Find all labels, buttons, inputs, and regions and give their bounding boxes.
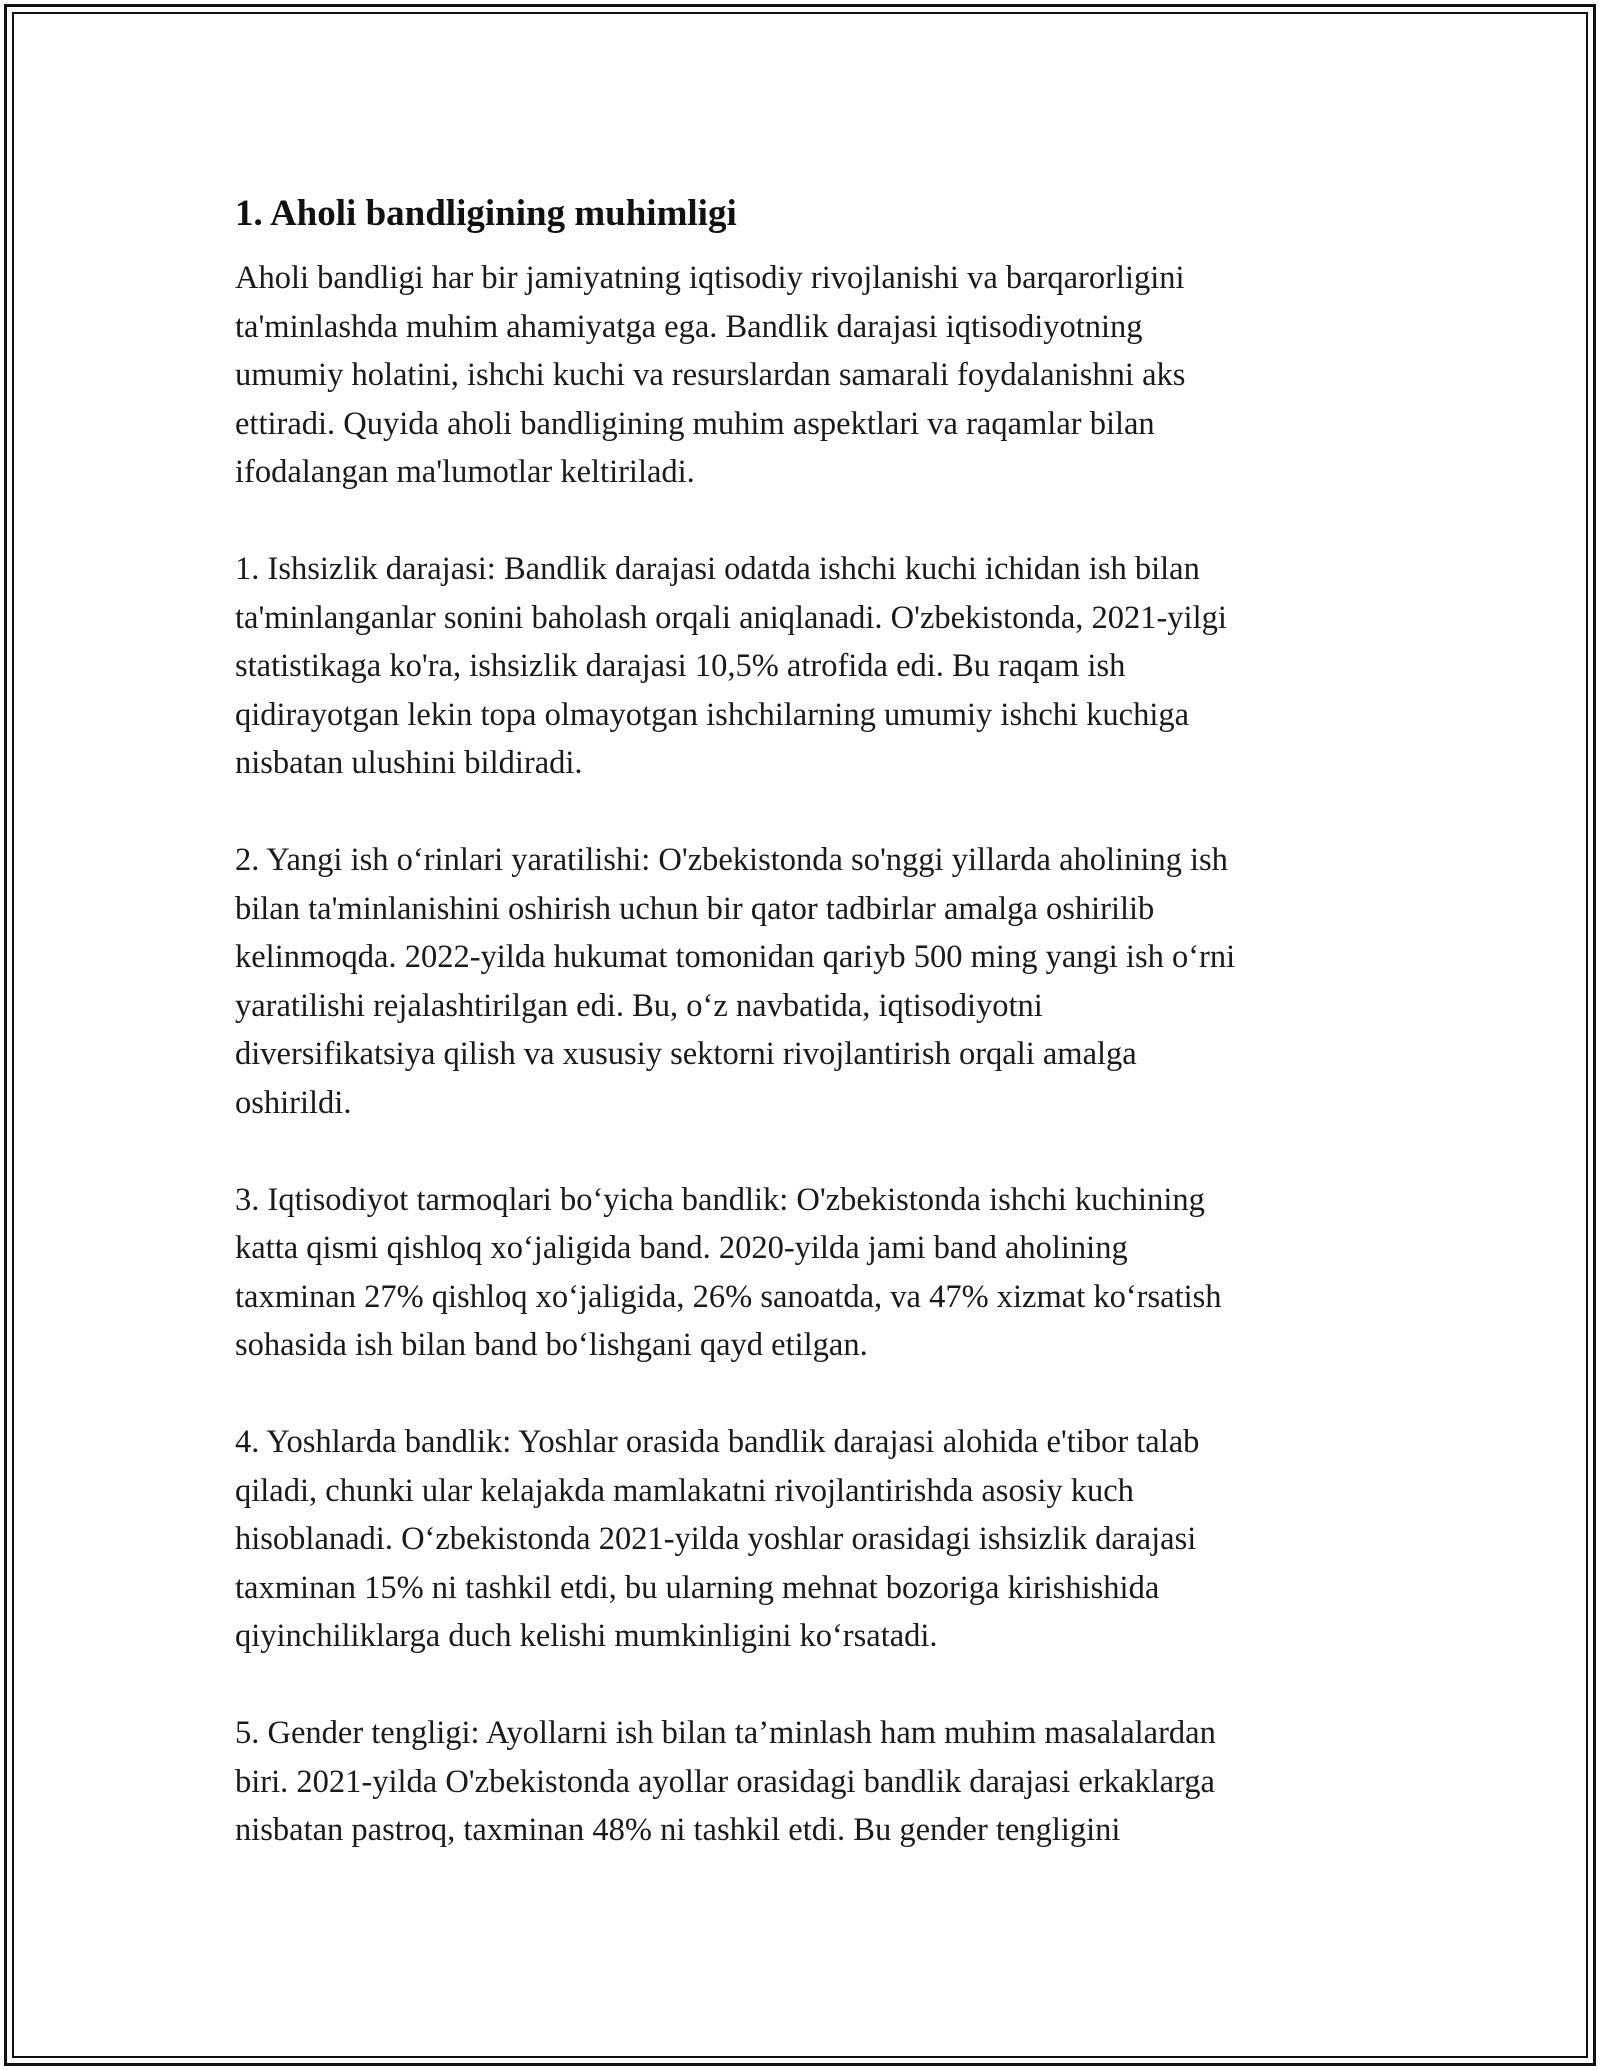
document-body	[235, 186, 1385, 1903]
paragraph-line: Aholi bandligi har bir jamiyatning iqtisodiy rivojlanishi va barqarorligini	[235, 260, 1185, 296]
paragraph-line: nisbatan pastroq, taxminan 48% ni tashkil etdi. Bu gender tengligini	[235, 1812, 1121, 1848]
paragraph-line: 5. Gender tengligi: Ayollarni ish bilan ta’minlash ham muhim masalalardan	[235, 1715, 1216, 1751]
paragraph-line: 4. Yoshlarda bandlik: Yoshlar orasida bandlik darajasi alohida e'tibor talab	[235, 1424, 1200, 1460]
paragraph-line: sohasida ish bilan band bo‘lishgani qayd etilgan.	[235, 1327, 868, 1363]
paragraph-line: katta qismi qishloq xo‘jaligida band. 2020-yilda jami band aholining	[235, 1230, 1128, 1266]
paragraph-line: taxminan 15% ni tashkil etdi, bu ularning mehnat bozoriga kirishishida	[235, 1569, 1160, 1606]
paragraph-line: kelinmoqda. 2022-yilda hukumat tomonidan qariyb 500 ming yangi ish o‘rni	[235, 939, 1236, 975]
paragraph-line: taxminan 27% qishloq xo‘jaligida, 26% sanoatda, va 47% xizmat ko‘rsatish	[235, 1278, 1222, 1315]
paragraph-line: ettiradi. Quyida aholi bandligining muhim aspektlari va raqamlar bilan	[235, 405, 1155, 442]
paragraph	[235, 1176, 1385, 1370]
paragraph-line: diversifikatsiya qilish va xususiy sektorni rivojlantirish orqali amalga	[235, 1036, 1137, 1072]
paragraph	[235, 545, 1385, 788]
paragraph-list	[235, 254, 1385, 1855]
paragraph-line: ifodalangan ma'lumotlar keltiriladi.	[235, 454, 695, 490]
paragraph-line: bilan ta'minlanishini oshirish uchun bir qator tadbirlar amalga oshirilib	[235, 890, 1155, 927]
paragraph-line: 1. Ishsizlik darajasi: Bandlik darajasi odatda ishchi kuchi ichidan ish bilan	[235, 551, 1200, 587]
paragraph-line: qiyinchiliklarga duch kelishi mumkinligini ko‘rsatadi.	[235, 1618, 938, 1654]
paragraph	[235, 1418, 1385, 1661]
paragraph-line: statistikaga ko'ra, ishsizlik darajasi 10,5% atrofida edi. Bu raqam ish	[235, 648, 1126, 684]
paragraph	[235, 836, 1385, 1127]
paragraph-line: biri. 2021-yilda O'zbekistonda ayollar orasidagi bandlik darajasi erkaklarga	[235, 1763, 1215, 1800]
paragraph-line: qiladi, chunki ular kelajakda mamlakatni rivojlantirishda asosiy kuch	[235, 1472, 1134, 1509]
paragraph-line: 3. Iqtisodiyot tarmoqlari bo‘yicha bandlik: O'zbekistonda ishchi kuchining	[235, 1181, 1205, 1218]
paragraph-line: hisoblanadi. O‘zbekistonda 2021-yilda yoshlar orasidagi ishsizlik darajasi	[235, 1521, 1197, 1557]
section-heading: 1. Aholi bandligining muhimligi	[235, 193, 737, 234]
paragraph-line: oshirildi.	[235, 1084, 352, 1121]
paragraph-line: nisbatan ulushini bildiradi.	[235, 745, 583, 781]
paragraph	[235, 254, 1385, 497]
paragraph-line: 2. Yangi ish o‘rinlari yaratilishi: O'zbekistonda so'nggi yillarda aholining ish	[235, 842, 1228, 878]
paragraph-line: ta'minlanganlar sonini baholash orqali aniqlanadi. O'zbekistonda, 2021-yilgi	[235, 599, 1227, 636]
paragraph-line: ta'minlashda muhim ahamiyatga ega. Bandlik darajasi iqtisodiyotning	[235, 308, 1143, 345]
paragraph-line: yaratilishi rejalashtirilgan edi. Bu, o‘z navbatida, iqtisodiyotni	[235, 987, 1043, 1024]
paragraph-line: qidirayotgan lekin topa olmayotgan ishchilarning umumiy ishchi kuchiga	[235, 696, 1190, 733]
paragraph	[235, 1709, 1385, 1855]
paragraph-line: umumiy holatini, ishchi kuchi va resurslardan samarali foydalanishni aks	[235, 357, 1186, 393]
